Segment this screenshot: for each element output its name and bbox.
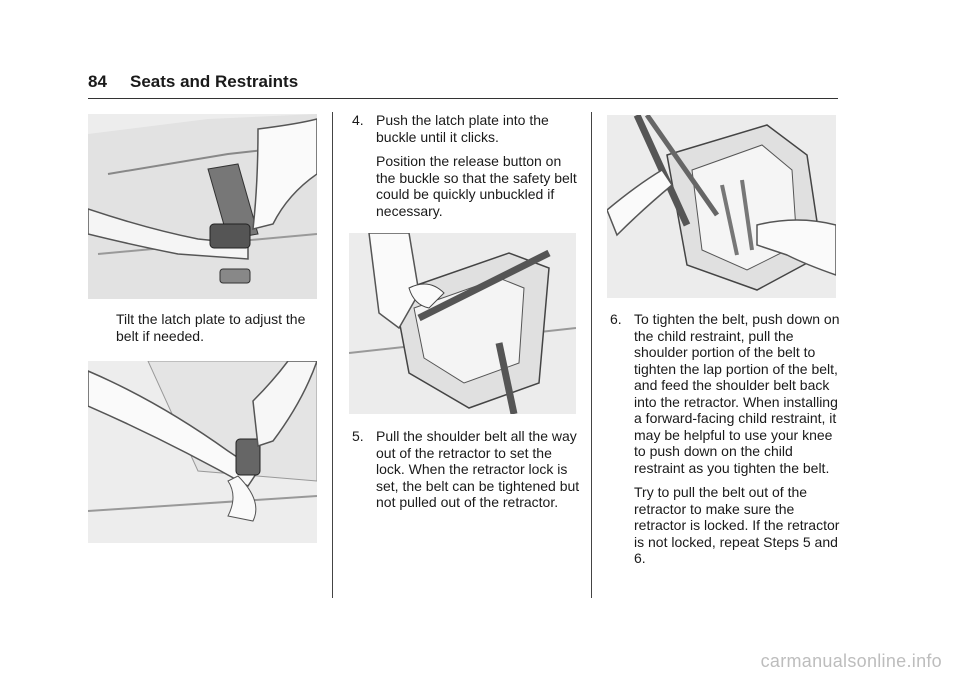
watermark: carmanualsonline.info xyxy=(760,651,942,671)
step-6-note: Try to pull the belt out of the retractor to make sure the retractor is locked. If the retractor is not locked, repeat Steps 5 and 6. xyxy=(634,484,840,566)
buckle-insert-illustration xyxy=(88,361,317,543)
step-5 xyxy=(352,428,584,511)
figure-shoulder-belt-pull xyxy=(349,233,576,414)
column-divider-right xyxy=(591,112,592,598)
step-4-note: Position the release button on the buckle so that the safety belt could be quickly unbuckled if necessary. xyxy=(376,153,577,219)
step-6-text: To tighten the belt, push down on the child restraint, pull the shoulder portion of the belt to tighten the lap portion of the belt, and feed the shoulder belt back into the retractor. When installing a forward-facing child restraint, it may be helpful to use your knee to push down on the child restraint as you tighten the belt. xyxy=(634,311,840,476)
step-5-number: 5. xyxy=(352,428,364,444)
section-title: Seats and Restraints xyxy=(130,72,299,91)
latch-plate-caption: Tilt the latch plate to adjust the belt if needed. xyxy=(116,311,306,344)
step-6 xyxy=(610,311,842,567)
page-header xyxy=(88,72,298,92)
figure-buckle-insert xyxy=(88,361,317,543)
page-number: 84 xyxy=(88,72,107,91)
step-4-text: Push the latch plate into the buckle until it clicks. xyxy=(376,112,549,145)
column-divider-left xyxy=(332,112,333,598)
tighten-belt-illustration xyxy=(607,115,836,298)
step-4-number: 4. xyxy=(352,112,364,128)
shoulder-belt-illustration xyxy=(349,233,576,414)
latch-plate-illustration xyxy=(88,114,317,299)
header-rule xyxy=(88,98,838,99)
figure-latch-plate-tilt xyxy=(88,114,317,299)
step-4 xyxy=(352,112,582,219)
step-5-text: Pull the shoulder belt all the way out of the retractor to set the lock. When the retractor lock is set, the belt can be tightened but not pulled out of the retractor. xyxy=(376,428,580,510)
step-6-number: 6. xyxy=(610,311,622,327)
figure-tighten-belt xyxy=(607,115,836,298)
